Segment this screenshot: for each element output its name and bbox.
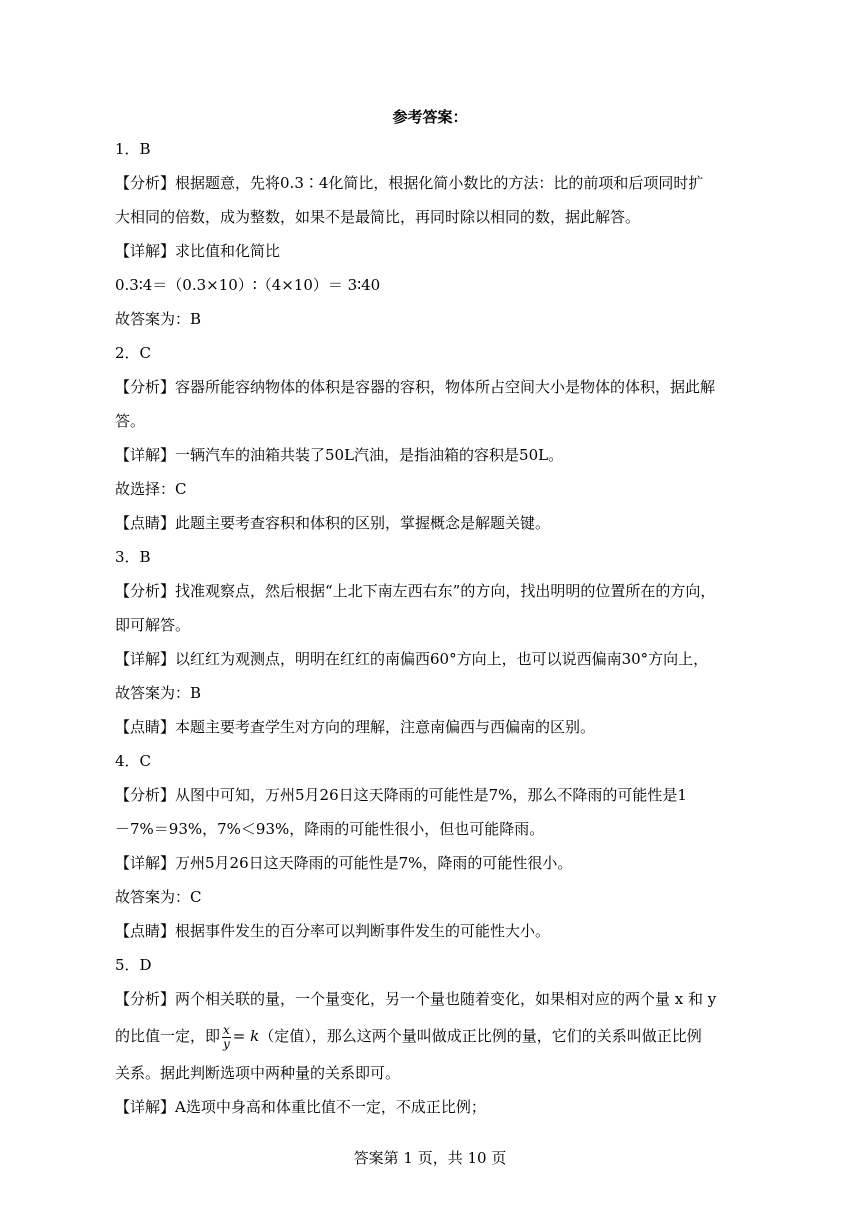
- fraction-denominator: y: [223, 1036, 230, 1051]
- q2-analysis-cont: 答。: [115, 412, 146, 430]
- q5-number: 5．D: [115, 956, 152, 974]
- q2-number: 2．C: [115, 344, 152, 362]
- q3-analysis: 【分析】找准观察点，然后根据“上北下南左西右东”的方向，找出明明的位置所在的方向，: [115, 582, 716, 600]
- q1-number: 1．B: [115, 140, 151, 158]
- page-title: 参考答案：: [392, 108, 468, 126]
- q5-analysis-part-b: （定值），那么这两个量叫做成正比例的量，它们的关系叫做正比例: [259, 1027, 702, 1045]
- q4-number: 4．C: [115, 752, 152, 770]
- q1-calc: 0.3∶4＝（0.3×10）∶（4×10）＝ 3∶40: [115, 276, 381, 294]
- q1-answer: 故答案为：B: [115, 310, 202, 328]
- answer-content: [115, 132, 755, 1124]
- q2-answer: 故选择：C: [115, 480, 187, 498]
- q3-comment: 【点睛】本题主要考查学生对方向的理解，注意南偏西与西偏南的区别。: [115, 718, 596, 736]
- fraction-numerator: x: [223, 1022, 230, 1037]
- q5-analysis-formula-line: [115, 1016, 755, 1056]
- q2-analysis: 【分析】容器所能容纳物体的体积是容器的容积，物体所占空间大小是物体的体积，据此解: [115, 378, 716, 396]
- q1-analysis: 【分析】根据题意，先将0.3∶4化简比，根据化简小数比的方法：比的前项和后项同时扩: [115, 174, 704, 192]
- fraction-equals-k: = k: [232, 1027, 260, 1045]
- q3-number: 3．B: [115, 548, 151, 566]
- q4-comment: 【点睛】根据事件发生的百分率可以判断事件发生的可能性大小。: [115, 922, 551, 940]
- q3-analysis-cont: 即可解答。: [115, 616, 191, 634]
- q4-analysis-cont: －7%＝93%，7%＜93%，降雨的可能性很小，但也可能降雨。: [115, 820, 545, 838]
- q3-detail: 【详解】以红红为观测点，明明在红红的南偏西60°方向上，也可以说西偏南30°方向上，: [115, 650, 709, 668]
- q2-detail: 【详解】一辆汽车的油箱共装了50L汽油，是指油箱的容积是50L。: [115, 446, 564, 464]
- q4-analysis: 【分析】从图中可知，万州5月26日这天降雨的可能性是7%，那么不降雨的可能性是1: [115, 786, 687, 804]
- q2-comment: 【点睛】此题主要考查容积和体积的区别，掌握概念是解题关键。: [115, 514, 551, 532]
- q5-analysis-cont: 关系。据此判断选项中两种量的关系即可。: [115, 1064, 401, 1082]
- q3-answer: 故答案为：B: [115, 684, 202, 702]
- q5-detail: 【详解】A选项中身高和体重比值不一定，不成正比例；: [115, 1098, 486, 1116]
- q4-detail: 【详解】万州5月26日这天降雨的可能性是7%，降雨的可能性很小。: [115, 854, 573, 872]
- q5-analysis-part-a: 的比值一定，即: [115, 1027, 221, 1045]
- page-footer: 答案第 1 页，共 10 页: [353, 1149, 507, 1167]
- q5-analysis: 【分析】两个相关联的量，一个量变化，另一个量也随着变化，如果相对应的两个量 x 和 y: [115, 990, 717, 1008]
- q1-detail: 【详解】求比值和化简比: [115, 242, 281, 260]
- x-over-y-fraction: [222, 1024, 231, 1051]
- q1-analysis-cont: 大相同的倍数，成为整数，如果不是最简比，再同时除以相同的数，据此解答。: [115, 208, 641, 226]
- q4-answer: 故答案为：C: [115, 888, 202, 906]
